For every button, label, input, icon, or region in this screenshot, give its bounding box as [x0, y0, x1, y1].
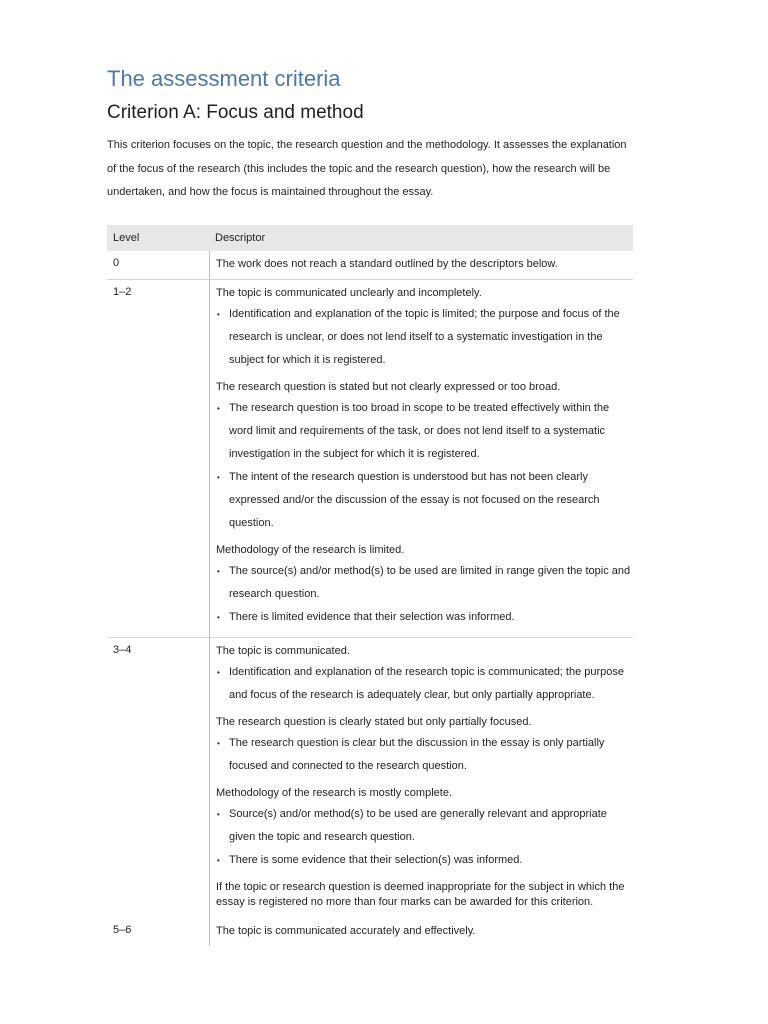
descriptor-cell — [209, 638, 633, 918]
header-level: Level — [113, 232, 140, 244]
level-cell: 3–4 — [113, 644, 132, 656]
descriptor-heading: The research question is stated but not clearly expressed or too broad. — [216, 381, 561, 393]
bullet-list — [216, 661, 633, 707]
level-cell: 1–2 — [113, 286, 132, 298]
descriptor-cell — [209, 280, 633, 637]
header-descriptor: Descriptor — [215, 232, 266, 244]
descriptor-group — [216, 543, 633, 629]
criteria-table — [107, 225, 633, 946]
bullet-item: • Source(s) and/or method(s) to be used are generally relevant and appropriate given the topic and research question. — [216, 803, 633, 849]
descriptor-text: The work does not reach a standard outlined by the descriptors below. — [216, 258, 558, 270]
descriptor-heading: The topic is communicated. — [216, 645, 350, 657]
bullet-item: • Identification and explanation of the topic is limited; the purpose and focus of the research is unclear, or does not lend itself to a systematic investigation in the subject for which it is registered. — [216, 303, 633, 372]
descriptor-heading: The topic is communicated unclearly and incompletely. — [216, 287, 482, 299]
bullet-item: • The source(s) and/or method(s) to be used are limited in range given the topic and research question. — [216, 560, 633, 606]
descriptor-group — [216, 715, 633, 778]
bullet-list — [216, 303, 633, 372]
bullet-list — [216, 803, 633, 872]
bullet-list — [216, 397, 633, 535]
descriptor-note: If the topic or research question is deemed inappropriate for the subject in which the essay is registered no more than four marks can be awarded for this criterion. — [216, 881, 625, 908]
bullet-item: • The research question is too broad in scope to be treated effectively within the word limit and requirements of the task, or does not lend itself to a systematic investigation in the subject for which it is registered. — [216, 397, 633, 466]
table-row — [107, 279, 633, 637]
level-cell: 0 — [113, 257, 120, 269]
table-row — [107, 637, 633, 918]
bullet-list — [216, 560, 633, 629]
bullet-item: • There is some evidence that their selection(s) was informed. — [216, 849, 633, 872]
table-row — [107, 251, 633, 279]
descriptor-heading: Methodology of the research is mostly complete. — [216, 787, 453, 799]
bullet-item: • The research question is clear but the discussion in the essay is only partially focused and connected to the research question. — [216, 732, 633, 778]
descriptor-heading: Methodology of the research is limited. — [216, 544, 405, 556]
descriptor-group — [216, 286, 633, 372]
criterion-heading: Criterion A: Focus and method — [107, 102, 364, 123]
level-cell: 5–6 — [113, 924, 132, 936]
bullet-list — [216, 732, 633, 778]
descriptor-text: The topic is communicated accurately and effectively. — [216, 925, 476, 937]
table-row — [107, 918, 633, 946]
descriptor-heading: The research question is clearly stated but only partially focused. — [216, 716, 532, 728]
descriptor-group — [216, 786, 633, 872]
bullet-item: • There is limited evidence that their selection was informed. — [216, 606, 633, 629]
intro-paragraph: This criterion focuses on the topic, the research question and the methodology. It assesses the explanation of the focus of the research (this includes the topic and the research question), how the research will be undertaken, and how the focus is maintained throughout the essay. — [107, 139, 627, 198]
descriptor-cell — [209, 251, 633, 279]
descriptor-cell — [209, 918, 633, 946]
bullet-item: • Identification and explanation of the research topic is communicated; the purpose and focus of the research is adequately clear, but only partially appropriate. — [216, 661, 633, 707]
descriptor-group — [216, 380, 633, 535]
descriptor-group — [216, 644, 633, 707]
table-header — [107, 225, 633, 251]
page-title: The assessment criteria — [107, 66, 341, 91]
bullet-item: • The intent of the research question is understood but has not been clearly expressed and/or the discussion of the essay is not focused on the research question. — [216, 466, 633, 535]
